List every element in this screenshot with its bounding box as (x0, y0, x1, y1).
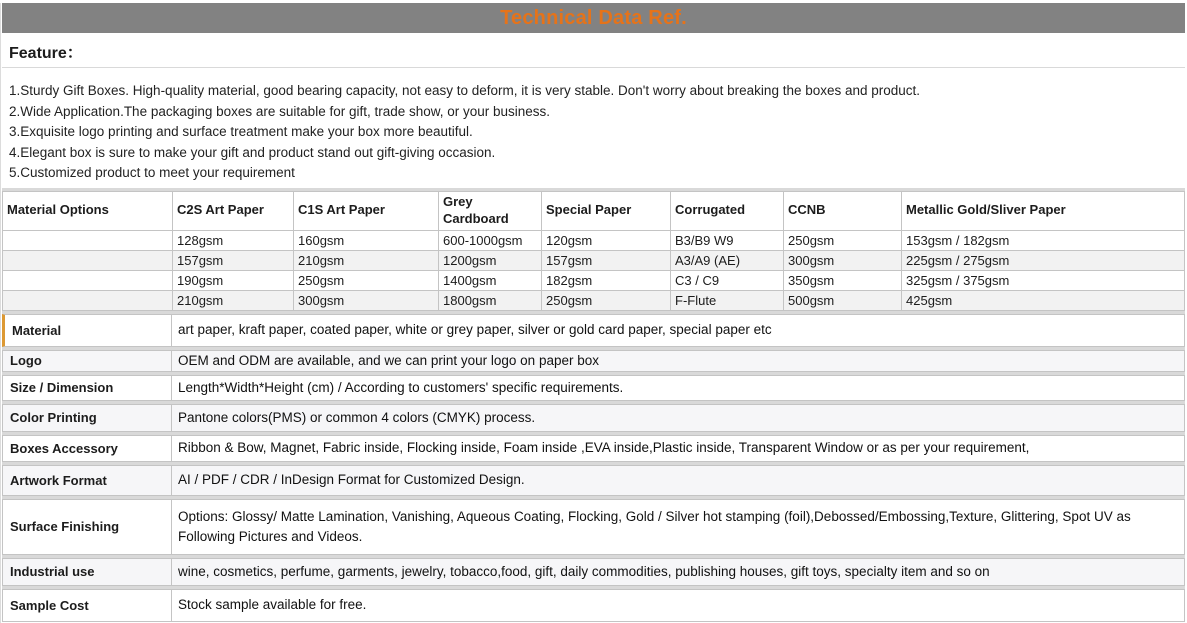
table-cell: 153gsm / 182gsm (902, 230, 1185, 250)
table-cell (3, 230, 173, 250)
specs-table (2, 311, 1185, 622)
table-cell (3, 250, 173, 270)
spec-value: Pantone colors(PMS) or common 4 colors (CMYK) process. (178, 409, 536, 425)
spec-row (2, 435, 1185, 462)
table-cell: 250gsm (784, 230, 902, 250)
column-header: Special Paper (542, 191, 671, 230)
header-row (3, 191, 1185, 230)
table-cell (3, 290, 173, 310)
spec-value: AI / PDF / CDR / InDesign Format for Customized Design. (178, 472, 525, 487)
spec-value: Stock sample available for free. (178, 597, 367, 612)
column-header: Grey Cardboard (439, 191, 542, 230)
table-cell: 160gsm (294, 230, 439, 250)
feature-list (2, 68, 1185, 184)
table-cell: 210gsm (294, 250, 439, 270)
table-cell: 1800gsm (439, 290, 542, 310)
table-cell: 600-1000gsm (439, 230, 542, 250)
spec-value: Options: Glossy/ Matte Lamination, Vanishing, Aqueous Coating, Flocking, Gold / Silver hot stamping (foil),Debossed/Embossing,Texture, Glittering, Spot UV as Following Pictures and Videos. (178, 508, 1131, 544)
table-row (3, 290, 1185, 310)
table-cell: 190gsm (173, 270, 294, 290)
spec-row (2, 558, 1185, 586)
column-header: CCNB (784, 191, 902, 230)
spec-row (2, 350, 1185, 372)
spec-row (2, 589, 1185, 622)
table-cell: B3/B9 W9 (671, 230, 784, 250)
spec-label: Surface Finishing (3, 500, 172, 554)
feature-item: 4.Elegant box is sure to make your gift and product stand out gift-giving occasion. (9, 144, 496, 160)
column-header: C1S Art Paper (294, 191, 439, 230)
materials-table-header (3, 191, 1185, 230)
table-row (3, 230, 1185, 250)
table-cell: C3 / C9 (671, 270, 784, 290)
table-cell: 120gsm (542, 230, 671, 250)
spec-value: Ribbon & Bow, Magnet, Fabric inside, Flocking inside, Foam inside ,EVA inside,Plastic inside, Transparent Window or as per your requirement, (178, 440, 1030, 455)
column-header: Material Options (3, 191, 173, 230)
materials-table-body (3, 230, 1185, 310)
feature-item: 2.Wide Application.The packaging boxes are suitable for gift, trade show, or your business. (9, 103, 551, 119)
title-bar (2, 3, 1185, 33)
spec-value: OEM and ODM are available, and we can print your logo on paper box (178, 352, 599, 368)
table-cell: 325gsm / 375gsm (902, 270, 1185, 290)
page (2, 3, 1185, 622)
spec-value: wine, cosmetics, perfume, garments, jewelry, tobacco,food, gift, daily commodities, publishing houses, gift toys, specialty item and so on (178, 563, 990, 579)
spec-label: Sample Cost (3, 590, 172, 621)
table-row (3, 270, 1185, 290)
table-cell: 1400gsm (439, 270, 542, 290)
spec-label: Size / Dimension (3, 376, 172, 400)
spec-row (2, 314, 1185, 347)
spec-label: Artwork Format (3, 466, 172, 495)
feature-item: 1.Sturdy Gift Boxes. High-quality material, good bearing capacity, not easy to deform, it is very stable. Don't worry about breaking the boxes and product. (9, 83, 921, 98)
table-cell: 250gsm (294, 270, 439, 290)
spec-label: Logo (3, 351, 172, 371)
feature-item: 3.Exquisite logo printing and surface treatment make your box more beautiful. (9, 124, 473, 139)
table-cell: A3/A9 (AE) (671, 250, 784, 270)
spec-row (2, 375, 1185, 401)
spec-label: Industrial use (3, 559, 172, 585)
table-cell: 500gsm (784, 290, 902, 310)
feature-heading: Feature： (2, 33, 1185, 68)
table-cell: 300gsm (784, 250, 902, 270)
table-cell (3, 270, 173, 290)
spec-row (2, 465, 1185, 496)
column-header: C2S Art Paper (173, 191, 294, 230)
table-cell: 250gsm (542, 290, 671, 310)
table-cell: 128gsm (173, 230, 294, 250)
table-cell: 425gsm (902, 290, 1185, 310)
table-cell: 157gsm (173, 250, 294, 270)
table-cell: 210gsm (173, 290, 294, 310)
spec-row (2, 499, 1185, 555)
feature-item: 5.Customized product to meet your requirement (9, 165, 295, 180)
table-row (3, 250, 1185, 270)
column-header: Metallic Gold/Sliver Paper (902, 191, 1185, 230)
table-cell: 157gsm (542, 250, 671, 270)
table-cell: 1200gsm (439, 250, 542, 270)
spec-row (2, 404, 1185, 432)
table-cell: 182gsm (542, 270, 671, 290)
spec-label: Color Printing (3, 405, 172, 431)
materials-table (2, 191, 1185, 311)
spec-value: Length*Width*Height (cm) / According to customers' specific requirements. (178, 379, 624, 395)
table-cell: 300gsm (294, 290, 439, 310)
table-cell: F-Flute (671, 290, 784, 310)
spec-value: art paper, kraft paper, coated paper, white or grey paper, silver or gold card paper, special paper etc (178, 322, 772, 337)
spec-label: Material (5, 315, 172, 346)
spec-label: Boxes Accessory (3, 436, 172, 461)
column-header: Corrugated (671, 191, 784, 230)
table-cell: 350gsm (784, 270, 902, 290)
table-cell: 225gsm / 275gsm (902, 250, 1185, 270)
page-title: Technical Data Ref. (500, 6, 687, 29)
